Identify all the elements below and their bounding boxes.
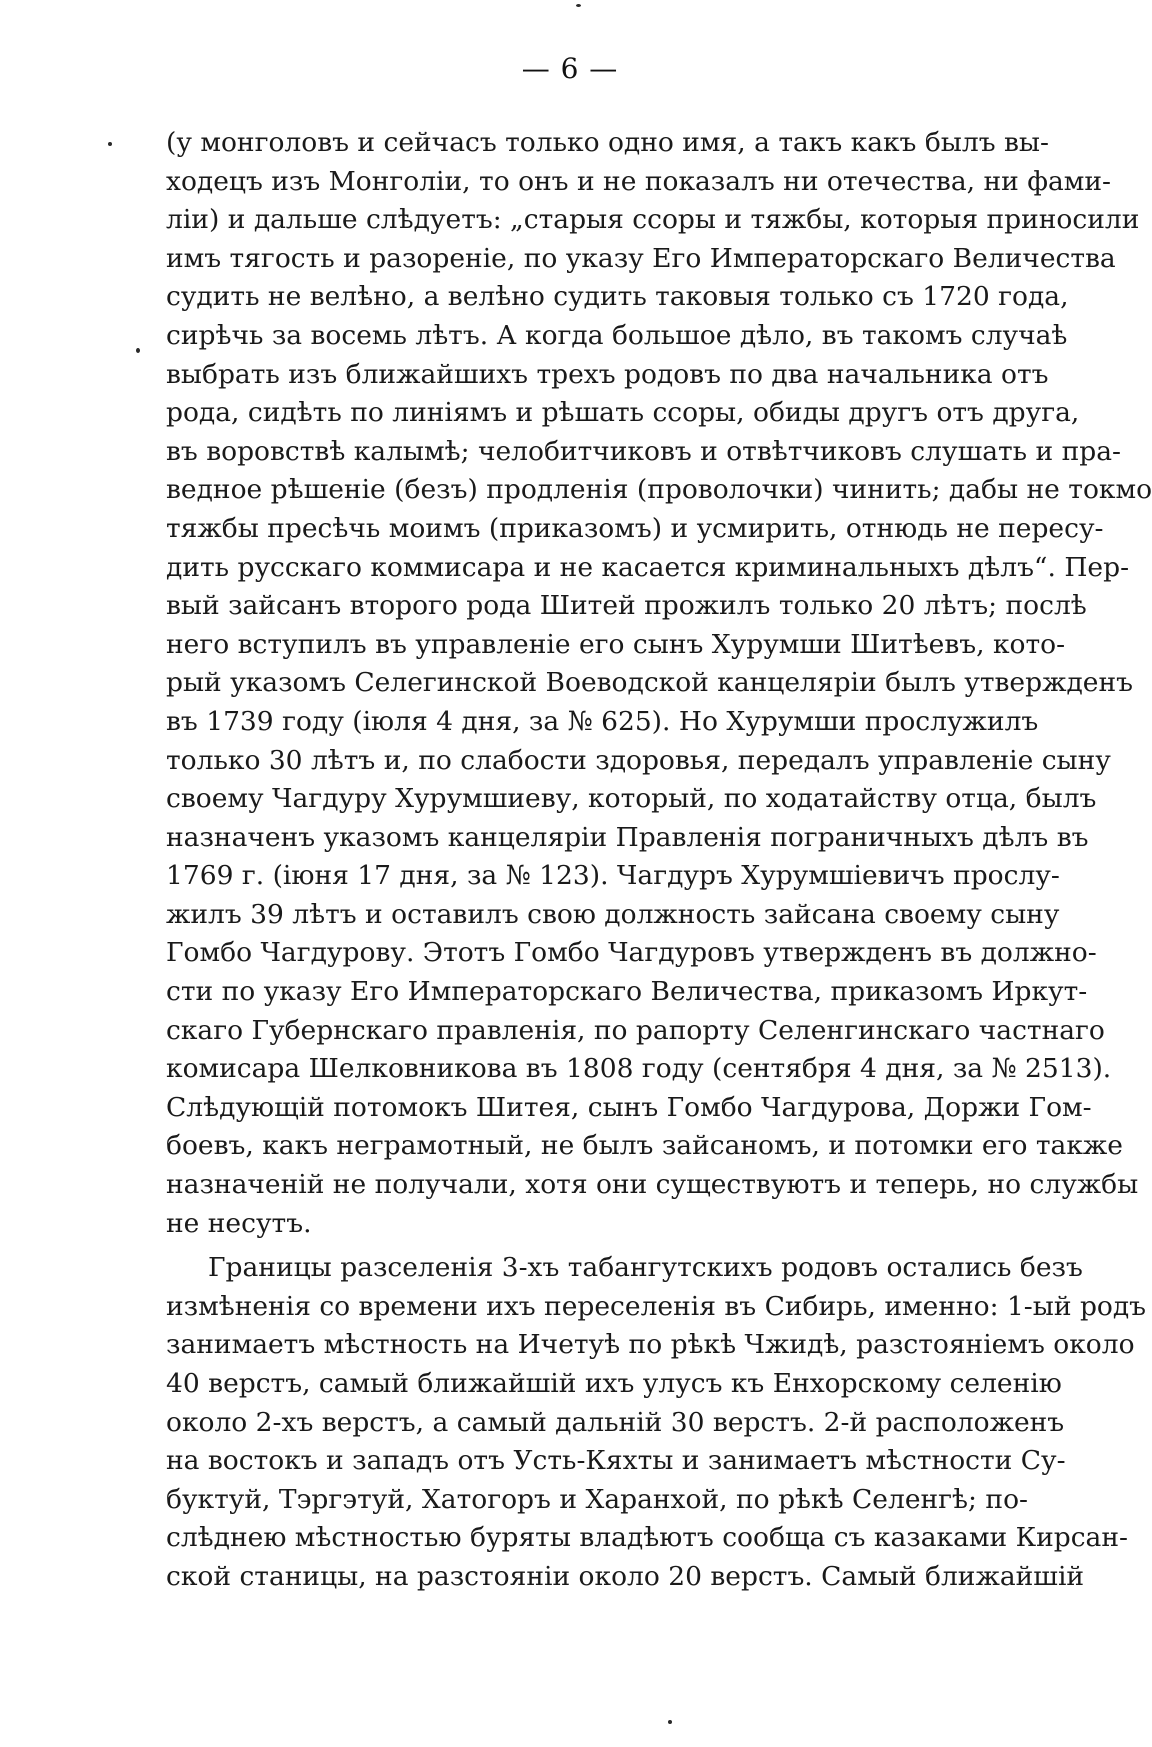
- scan-speck: [136, 348, 140, 353]
- text-line: 1769 г. (іюня 17 дня, за № 123). Чагдуръ Хурумшіевичъ прослу-: [166, 860, 1060, 892]
- body-text: [166, 124, 1152, 1597]
- paragraph: [166, 1249, 1147, 1596]
- text-line: назначеній не получали, хотя они существуютъ и теперь, но службы: [166, 1169, 1139, 1201]
- text-line: на востокъ и западъ отъ Усть-Кяхты и занимаетъ мѣстности Су-: [166, 1445, 1066, 1477]
- text-line: судить не велѣно, а велѣно судить таковыя только съ 1720 года,: [166, 281, 1069, 313]
- text-line: жилъ 39 лѣтъ и оставилъ свою должность зайсана своему сыну: [166, 898, 1060, 930]
- scan-speck: [576, 4, 581, 7]
- text-line: ходецъ изъ Монголіи, то онъ и не показалъ ни отечества, ни фами-: [166, 165, 1112, 197]
- text-line: Границы разселенія 3-хъ табангутскихъ родовъ остались безъ: [208, 1252, 1083, 1284]
- text-line: тяжбы пресѣчь моимъ (приказомъ) и усмирить, отнюдь не пересу-: [166, 512, 1104, 544]
- text-line: слѣднею мѣстностью буряты владѣютъ сообща съ казаками Кирсан-: [166, 1522, 1128, 1554]
- text-line: 40 верстъ, самый ближайшій ихъ улусъ къ Енхорскому селенію: [166, 1368, 1062, 1399]
- scan-speck: [108, 142, 112, 146]
- text-line: около 2-хъ верстъ, а самый дальній 30 верстъ. 2-й расположенъ: [166, 1406, 1065, 1438]
- text-line: буктуй, Тэргэтуй, Хатогоръ и Харанхой, по рѣкѣ Селенгѣ; по-: [166, 1483, 1028, 1515]
- text-line: Гомбо Чагдурову. Этотъ Гомбо Чагдуровъ утвержденъ въ должно-: [166, 937, 1097, 969]
- text-line: Слѣдующій потомокъ Шитея, сынъ Гомбо Чагдурова, Доржи Гом-: [166, 1091, 1092, 1123]
- text-line: комисара Шелковникова въ 1808 году (сентября 4 дня, за № 2513).: [166, 1053, 1112, 1085]
- text-line: выбрать изъ ближайшихъ трехъ родовъ по два начальника отъ: [166, 358, 1049, 390]
- text-line: ведное рѣшеніе (безъ) продленія (проволочки) чинить; дабы не токмо: [166, 474, 1152, 506]
- text-line: въ 1739 году (іюля 4 дня, за № 625). Но Хурумши прослужилъ: [166, 705, 1039, 737]
- text-line: въ воровствѣ калымѣ; челобитчиковъ и отвѣтчиковъ слушать и пра-: [166, 435, 1121, 467]
- paragraph: [166, 124, 1152, 1243]
- text-line: рый указомъ Селегинской Воеводской канцеляріи былъ утвержденъ: [166, 667, 1133, 699]
- text-line: вый зайсанъ второго рода Шитей прожилъ только 20 лѣтъ; послѣ: [166, 590, 1087, 622]
- text-line: боевъ, какъ неграмотный, не былъ зайсаномъ, и потомки его также: [166, 1130, 1123, 1162]
- text-line: ской станицы, на разстояніи около 20 верстъ. Самый ближайшій: [166, 1560, 1085, 1592]
- scan-speck: [668, 1720, 672, 1724]
- text-line: своему Чагдуру Хурумшиеву, который, по ходатайству отца, былъ: [166, 783, 1097, 815]
- text-line: занимаетъ мѣстность на Ичетуѣ по рѣкѣ Чжидѣ, разстояніемъ около: [166, 1329, 1135, 1361]
- text-line: только 30 лѣтъ и, по слабости здоровья, передалъ управленіе сыну: [166, 744, 1111, 776]
- text-line: дить русскаго коммисара и не касается криминальныхъ дѣлъ“. Пер-: [166, 551, 1130, 583]
- page-number: — 6 —: [521, 52, 619, 85]
- text-line: назначенъ указомъ канцеляріи Правленія пограничныхъ дѣлъ въ: [166, 821, 1089, 853]
- text-line: измѣненія со времени ихъ переселенія въ Сибирь, именно: 1-ый родъ: [166, 1290, 1147, 1322]
- text-line: него вступилъ въ управленіе его сынъ Хурумши Шитѣевъ, кото-: [166, 628, 1066, 660]
- text-line: (у монголовъ и сейчасъ только одно имя, а такъ какъ былъ вы-: [166, 127, 1049, 158]
- text-line: имъ тягость и разореніе, по указу Его Императорскаго Величества: [166, 242, 1116, 274]
- text-line: сирѣчь за восемь лѣтъ. А когда большое дѣло, въ такомъ случаѣ: [166, 319, 1068, 351]
- text-line: ліи) и дальше слѣдуетъ: „старыя ссоры и тяжбы, которыя приносили: [166, 204, 1140, 236]
- text-line: не несутъ.: [166, 1207, 312, 1239]
- text-line: рода, сидѣть по линіямъ и рѣшать ссоры, обиды другъ отъ друга,: [166, 397, 1080, 429]
- text-line: скаго Губернскаго правленія, по рапорту Селенгинскаго частнаго: [166, 1014, 1105, 1046]
- text-line: сти по указу Его Императорскаго Величества, приказомъ Иркут-: [166, 976, 1088, 1008]
